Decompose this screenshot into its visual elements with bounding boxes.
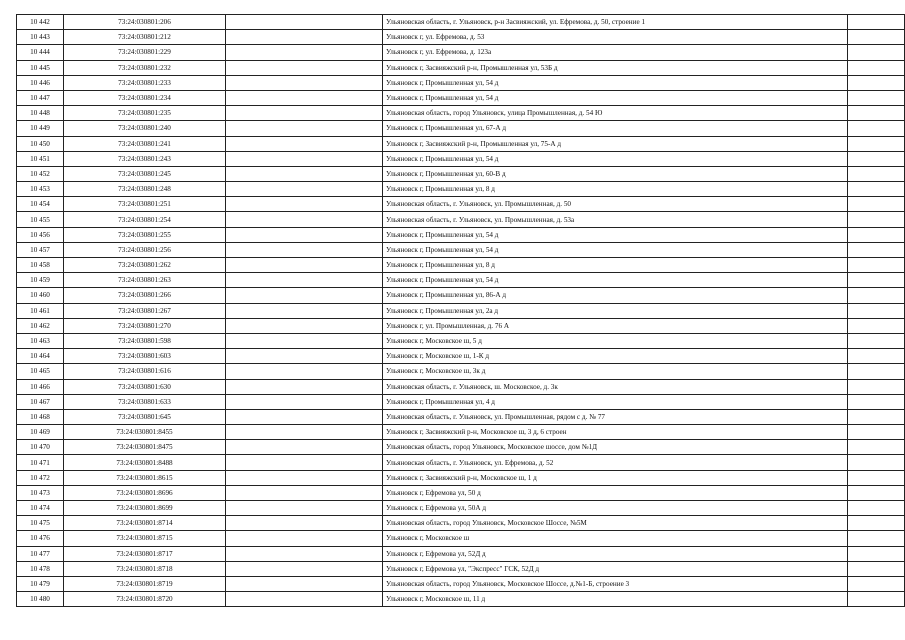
cadastral-number: 73:24:030801:270 xyxy=(64,318,226,333)
address: Ульяновская область, г. Ульяновск, ул. Промышленная, рядом с д. № 77 xyxy=(383,409,848,424)
empty-cell xyxy=(226,440,383,455)
empty-cell xyxy=(226,592,383,607)
empty-cell xyxy=(848,242,905,257)
address: Ульяновск г, Ефремова ул, "Экспресс" ГСК, 52Д д xyxy=(383,561,848,576)
empty-cell xyxy=(226,242,383,257)
empty-cell xyxy=(226,546,383,561)
cadastral-number: 73:24:030801:8715 xyxy=(64,531,226,546)
table-row xyxy=(17,318,905,333)
cadastral-number: 73:24:030801:235 xyxy=(64,106,226,121)
row-number: 10 480 xyxy=(17,592,64,607)
table-row xyxy=(17,501,905,516)
row-number: 10 452 xyxy=(17,166,64,181)
cadastral-number: 73:24:030801:8455 xyxy=(64,425,226,440)
address: Ульяновская область, г. Ульяновск, ул. Ефремова, д. 52 xyxy=(383,455,848,470)
empty-cell xyxy=(226,516,383,531)
address: Ульяновск г, Промышленная ул, 54 д xyxy=(383,273,848,288)
empty-cell xyxy=(848,501,905,516)
cadastral-number: 73:24:030801:598 xyxy=(64,333,226,348)
table-row xyxy=(17,425,905,440)
empty-cell xyxy=(848,576,905,591)
empty-cell xyxy=(848,455,905,470)
table-row xyxy=(17,106,905,121)
address: Ульяновск г, Промышленная ул, 54 д xyxy=(383,151,848,166)
cadastral-number: 73:24:030801:255 xyxy=(64,227,226,242)
row-number: 10 449 xyxy=(17,121,64,136)
address: Ульяновская область, г. Ульяновск, ул. Промышленная, д. 53а xyxy=(383,212,848,227)
address: Ульяновск г, Промышленная ул, 8 д xyxy=(383,182,848,197)
empty-cell xyxy=(848,182,905,197)
address: Ульяновск г, Промышленная ул, 54 д xyxy=(383,75,848,90)
empty-cell xyxy=(848,227,905,242)
table-row xyxy=(17,409,905,424)
table-row xyxy=(17,576,905,591)
row-number: 10 473 xyxy=(17,485,64,500)
empty-cell xyxy=(848,121,905,136)
row-number: 10 476 xyxy=(17,531,64,546)
empty-cell xyxy=(848,106,905,121)
row-number: 10 474 xyxy=(17,501,64,516)
cadastral-number: 73:24:030801:616 xyxy=(64,364,226,379)
empty-cell xyxy=(226,288,383,303)
address: Ульяновск г, Промышленная ул, 67-А д xyxy=(383,121,848,136)
cadastral-number: 73:24:030801:8475 xyxy=(64,440,226,455)
row-number: 10 465 xyxy=(17,364,64,379)
empty-cell xyxy=(226,90,383,105)
address: Ульяновск г, Засвияжский р-н, Промышленная ул, 75-А д xyxy=(383,136,848,151)
table-row xyxy=(17,121,905,136)
table-row xyxy=(17,60,905,75)
empty-cell xyxy=(848,425,905,440)
cadastral-number: 73:24:030801:243 xyxy=(64,151,226,166)
cadastral-number: 73:24:030801:8717 xyxy=(64,546,226,561)
row-number: 10 451 xyxy=(17,151,64,166)
address: Ульяновск г, Московское ш, 3к д xyxy=(383,364,848,379)
empty-cell xyxy=(226,561,383,576)
empty-cell xyxy=(848,516,905,531)
row-number: 10 467 xyxy=(17,394,64,409)
empty-cell xyxy=(848,303,905,318)
address: Ульяновск г, Промышленная ул, 2а д xyxy=(383,303,848,318)
cadastral-number: 73:24:030801:240 xyxy=(64,121,226,136)
table-row xyxy=(17,242,905,257)
empty-cell xyxy=(226,212,383,227)
cadastral-number: 73:24:030801:630 xyxy=(64,379,226,394)
empty-cell xyxy=(226,273,383,288)
empty-cell xyxy=(848,409,905,424)
table-row xyxy=(17,546,905,561)
empty-cell xyxy=(848,212,905,227)
empty-cell xyxy=(226,151,383,166)
address: Ульяновск г, ул. Промышленная, д. 76 А xyxy=(383,318,848,333)
empty-cell xyxy=(226,425,383,440)
empty-cell xyxy=(226,121,383,136)
row-number: 10 458 xyxy=(17,258,64,273)
empty-cell xyxy=(848,258,905,273)
empty-cell xyxy=(226,303,383,318)
table-row xyxy=(17,45,905,60)
empty-cell xyxy=(226,379,383,394)
cadastral-number: 73:24:030801:241 xyxy=(64,136,226,151)
empty-cell xyxy=(226,136,383,151)
empty-cell xyxy=(848,15,905,30)
cadastral-number: 73:24:030801:206 xyxy=(64,15,226,30)
empty-cell xyxy=(848,333,905,348)
empty-cell xyxy=(226,30,383,45)
address: Ульяновск г, Промышленная ул, 4 д xyxy=(383,394,848,409)
row-number: 10 456 xyxy=(17,227,64,242)
empty-cell xyxy=(848,288,905,303)
row-number: 10 466 xyxy=(17,379,64,394)
row-number: 10 469 xyxy=(17,425,64,440)
empty-cell xyxy=(848,364,905,379)
row-number: 10 448 xyxy=(17,106,64,121)
address: Ульяновск г, ул. Ефремова, д. 53 xyxy=(383,30,848,45)
empty-cell xyxy=(226,15,383,30)
row-number: 10 463 xyxy=(17,333,64,348)
empty-cell xyxy=(848,197,905,212)
empty-cell xyxy=(848,561,905,576)
empty-cell xyxy=(848,485,905,500)
empty-cell xyxy=(848,546,905,561)
table-row xyxy=(17,364,905,379)
cadastral-number: 73:24:030801:254 xyxy=(64,212,226,227)
row-number: 10 455 xyxy=(17,212,64,227)
empty-cell xyxy=(226,485,383,500)
cadastral-number: 73:24:030801:8615 xyxy=(64,470,226,485)
empty-cell xyxy=(226,531,383,546)
table-row xyxy=(17,394,905,409)
empty-cell xyxy=(226,166,383,181)
row-number: 10 460 xyxy=(17,288,64,303)
empty-cell xyxy=(226,75,383,90)
row-number: 10 459 xyxy=(17,273,64,288)
row-number: 10 470 xyxy=(17,440,64,455)
cadastral-number: 73:24:030801:603 xyxy=(64,349,226,364)
empty-cell xyxy=(848,349,905,364)
table-row xyxy=(17,303,905,318)
table-row xyxy=(17,15,905,30)
row-number: 10 475 xyxy=(17,516,64,531)
table-row xyxy=(17,455,905,470)
row-number: 10 450 xyxy=(17,136,64,151)
address: Ульяновск г, Промышленная ул, 54 д xyxy=(383,90,848,105)
table-row xyxy=(17,273,905,288)
address: Ульяновск г, Засвияжский р-н, Промышленная ул, 53Б д xyxy=(383,60,848,75)
table-row xyxy=(17,516,905,531)
address: Ульяновск г, Засвияжский р-н, Московское ш, 1 д xyxy=(383,470,848,485)
address: Ульяновск г, Ефремова ул, 50 д xyxy=(383,485,848,500)
row-number: 10 471 xyxy=(17,455,64,470)
address: Ульяновск г, Московское ш, 11 д xyxy=(383,592,848,607)
cadastral-number: 73:24:030801:256 xyxy=(64,242,226,257)
row-number: 10 457 xyxy=(17,242,64,257)
address: Ульяновская область, город Ульяновск, Московское Шоссе, №5М xyxy=(383,516,848,531)
table-row xyxy=(17,212,905,227)
address: Ульяновская область, город Ульяновск, улица Промышленная, д. 54 Ю xyxy=(383,106,848,121)
address: Ульяновск г, Промышленная ул, 60-В д xyxy=(383,166,848,181)
table-row xyxy=(17,227,905,242)
row-number: 10 478 xyxy=(17,561,64,576)
empty-cell xyxy=(226,349,383,364)
row-number: 10 464 xyxy=(17,349,64,364)
address: Ульяновск г, Промышленная ул, 86-А д xyxy=(383,288,848,303)
address: Ульяновск г, Промышленная ул, 54 д xyxy=(383,242,848,257)
cadastral-number: 73:24:030801:8699 xyxy=(64,501,226,516)
cadastral-number: 73:24:030801:229 xyxy=(64,45,226,60)
cadastral-number: 73:24:030801:645 xyxy=(64,409,226,424)
table-row xyxy=(17,288,905,303)
empty-cell xyxy=(226,394,383,409)
address: Ульяновск г, ул. Ефремова, д. 123а xyxy=(383,45,848,60)
empty-cell xyxy=(848,75,905,90)
empty-cell xyxy=(848,60,905,75)
row-number: 10 444 xyxy=(17,45,64,60)
cadastral-number: 73:24:030801:8714 xyxy=(64,516,226,531)
empty-cell xyxy=(848,318,905,333)
table-row xyxy=(17,75,905,90)
table-row xyxy=(17,136,905,151)
cadastral-number: 73:24:030801:245 xyxy=(64,166,226,181)
cadastral-number: 73:24:030801:8720 xyxy=(64,592,226,607)
empty-cell xyxy=(226,409,383,424)
row-number: 10 477 xyxy=(17,546,64,561)
empty-cell xyxy=(226,318,383,333)
table-row xyxy=(17,197,905,212)
row-number: 10 472 xyxy=(17,470,64,485)
cadastral-number: 73:24:030801:633 xyxy=(64,394,226,409)
table-row xyxy=(17,592,905,607)
cadastral-number: 73:24:030801:263 xyxy=(64,273,226,288)
cadastral-number: 73:24:030801:234 xyxy=(64,90,226,105)
address: Ульяновск г, Московское ш, 1-К д xyxy=(383,349,848,364)
address: Ульяновск г, Московское ш xyxy=(383,531,848,546)
row-number: 10 479 xyxy=(17,576,64,591)
address: Ульяновск г, Промышленная ул, 8 д xyxy=(383,258,848,273)
cadastral-number: 73:24:030801:266 xyxy=(64,288,226,303)
registry-table xyxy=(16,14,905,607)
row-number: 10 462 xyxy=(17,318,64,333)
empty-cell xyxy=(848,273,905,288)
row-number: 10 442 xyxy=(17,15,64,30)
row-number: 10 445 xyxy=(17,60,64,75)
empty-cell xyxy=(848,45,905,60)
address: Ульяновск г, Московское ш, 5 д xyxy=(383,333,848,348)
cadastral-number: 73:24:030801:212 xyxy=(64,30,226,45)
empty-cell xyxy=(226,455,383,470)
empty-cell xyxy=(848,531,905,546)
empty-cell xyxy=(226,197,383,212)
table-row xyxy=(17,440,905,455)
empty-cell xyxy=(848,136,905,151)
address: Ульяновская область, г. Ульяновск, р-н Засвияжский, ул. Ефремова, д. 50, строение 1 xyxy=(383,15,848,30)
table-row xyxy=(17,349,905,364)
row-number: 10 446 xyxy=(17,75,64,90)
cadastral-number: 73:24:030801:8488 xyxy=(64,455,226,470)
empty-cell xyxy=(226,576,383,591)
empty-cell xyxy=(848,440,905,455)
empty-cell xyxy=(226,60,383,75)
row-number: 10 453 xyxy=(17,182,64,197)
empty-cell xyxy=(226,258,383,273)
table-row xyxy=(17,258,905,273)
cadastral-number: 73:24:030801:8719 xyxy=(64,576,226,591)
row-number: 10 454 xyxy=(17,197,64,212)
empty-cell xyxy=(848,470,905,485)
cadastral-number: 73:24:030801:8696 xyxy=(64,485,226,500)
empty-cell xyxy=(848,379,905,394)
cadastral-number: 73:24:030801:267 xyxy=(64,303,226,318)
empty-cell xyxy=(848,30,905,45)
empty-cell xyxy=(848,592,905,607)
registry-table-body xyxy=(17,15,905,607)
empty-cell xyxy=(848,90,905,105)
cadastral-number: 73:24:030801:8718 xyxy=(64,561,226,576)
address: Ульяновская область, город Ульяновск, Московское Шоссе, д.№1-Б, строение 3 xyxy=(383,576,848,591)
empty-cell xyxy=(226,501,383,516)
table-row xyxy=(17,90,905,105)
table-row xyxy=(17,166,905,181)
row-number: 10 461 xyxy=(17,303,64,318)
table-row xyxy=(17,531,905,546)
address: Ульяновск г, Засвияжский р-н, Московское ш, 3 д, 6 строен xyxy=(383,425,848,440)
empty-cell xyxy=(226,227,383,242)
address: Ульяновск г, Промышленная ул, 54 д xyxy=(383,227,848,242)
address: Ульяновская область, г. Ульяновск, ш. Московское, д. 3к xyxy=(383,379,848,394)
table-row xyxy=(17,333,905,348)
empty-cell xyxy=(226,364,383,379)
cadastral-number: 73:24:030801:233 xyxy=(64,75,226,90)
empty-cell xyxy=(848,394,905,409)
cadastral-number: 73:24:030801:251 xyxy=(64,197,226,212)
cadastral-number: 73:24:030801:232 xyxy=(64,60,226,75)
table-row xyxy=(17,470,905,485)
table-row xyxy=(17,151,905,166)
address: Ульяновск г, Ефремова ул, 52Д д xyxy=(383,546,848,561)
table-row xyxy=(17,561,905,576)
empty-cell xyxy=(226,333,383,348)
row-number: 10 443 xyxy=(17,30,64,45)
row-number: 10 447 xyxy=(17,90,64,105)
address: Ульяновская область, г. Ульяновск, ул. Промышленная, д. 50 xyxy=(383,197,848,212)
table-row xyxy=(17,379,905,394)
address: Ульяновск г, Ефремова ул, 50А д xyxy=(383,501,848,516)
empty-cell xyxy=(848,166,905,181)
empty-cell xyxy=(226,470,383,485)
cadastral-number: 73:24:030801:248 xyxy=(64,182,226,197)
address: Ульяновская область, город Ульяновск, Московское шоссе, дом №1Д xyxy=(383,440,848,455)
table-row xyxy=(17,485,905,500)
empty-cell xyxy=(848,151,905,166)
table-row xyxy=(17,30,905,45)
cadastral-number: 73:24:030801:262 xyxy=(64,258,226,273)
table-row xyxy=(17,182,905,197)
row-number: 10 468 xyxy=(17,409,64,424)
empty-cell xyxy=(226,106,383,121)
empty-cell xyxy=(226,45,383,60)
empty-cell xyxy=(226,182,383,197)
